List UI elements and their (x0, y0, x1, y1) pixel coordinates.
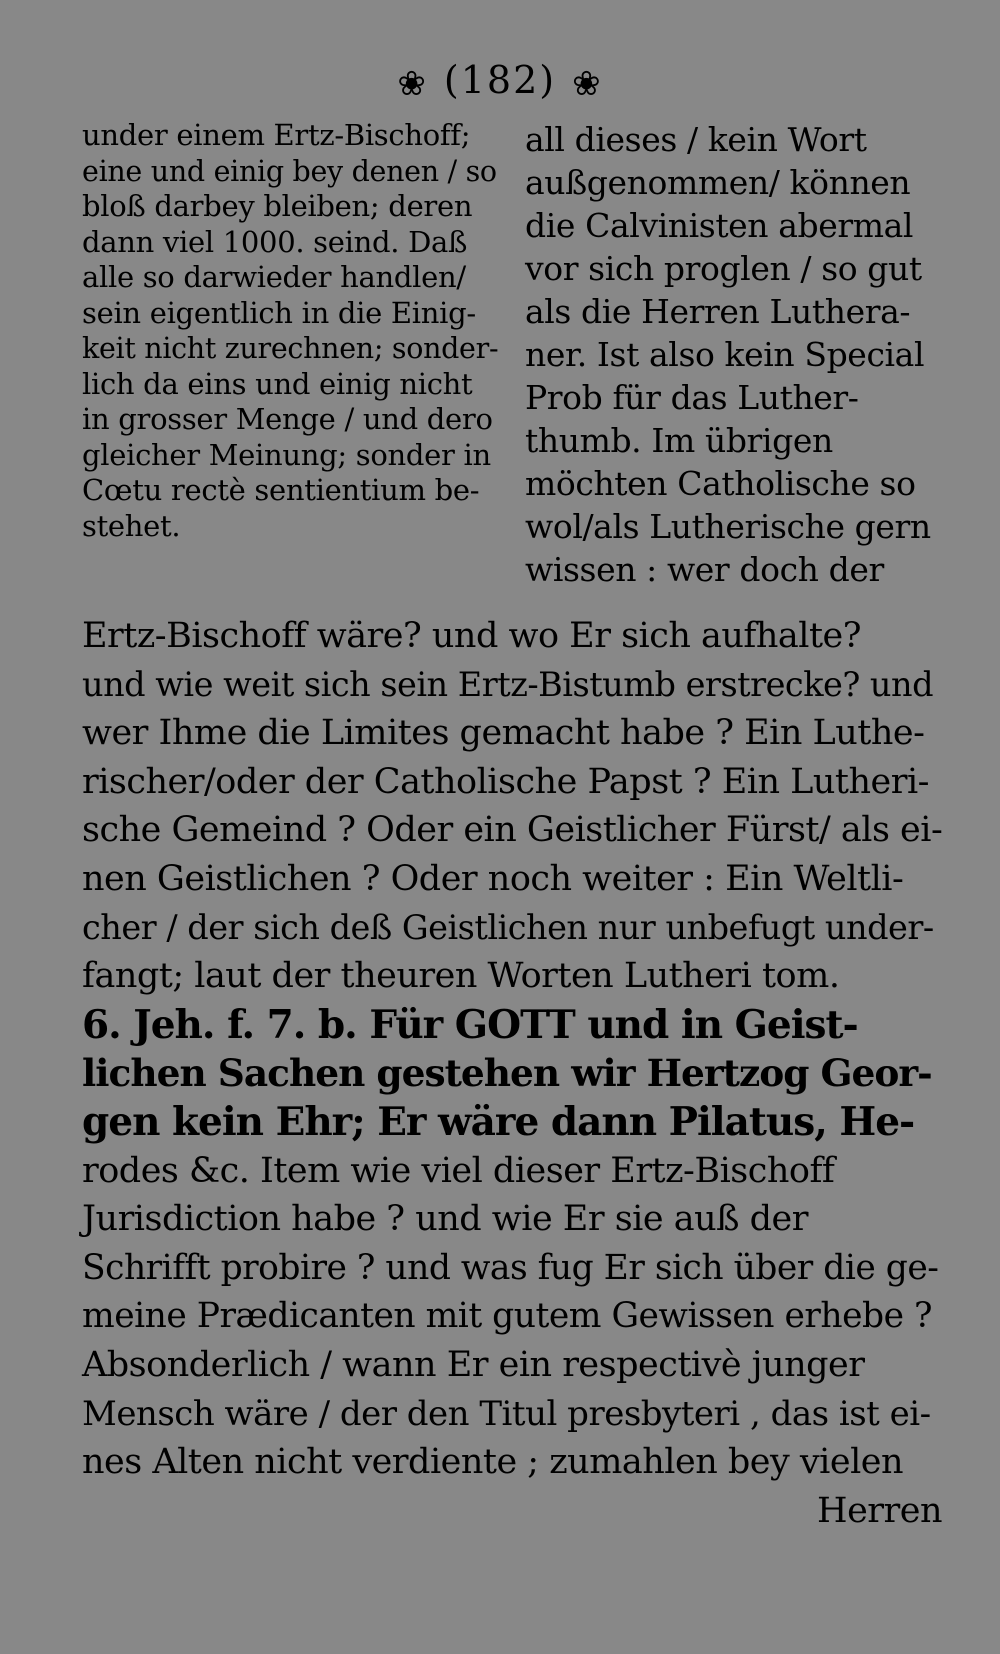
left-column (82, 118, 502, 544)
page-header (0, 58, 1000, 104)
text-line: die Calvinisten abermal (525, 206, 914, 245)
text-line: nen Geistlichen ? Oder noch weiter : Ein Weltli- (82, 858, 904, 899)
text-line: thumb. Im übrigen (525, 421, 833, 460)
text-line: meine Prædicanten mit gutem Gewissen erhebe ? (82, 1296, 933, 1337)
text-line: fangt; laut der theuren Worten Lutheri tom. (82, 956, 840, 997)
text-line: dann viel 1000. seind. Daß (82, 224, 468, 259)
text-line: lichen Sachen gestehen wir Hertzog Geor- (82, 1051, 932, 1096)
text-line: Ertz-Bischoff wäre? und wo Er sich aufhalte? (82, 616, 862, 656)
text-line: wer Ihme die Limites gemacht habe ? Ein Luthe- (82, 713, 925, 754)
text-line: rodes &c. Item wie viel dieser Ertz-Bischoff (82, 1150, 835, 1191)
text-line: all dieses / kein Wort (525, 120, 867, 159)
text-line: außgenommen/ können (525, 163, 911, 202)
text-line: gleicher Meinung; sonder in (82, 437, 491, 472)
body-text (82, 612, 942, 1535)
text-line: Mensch wäre / der den Titul presbyteri , das ist ei- (82, 1393, 931, 1434)
text-line: ner. Ist also kein Special (525, 335, 925, 374)
right-column (525, 118, 937, 591)
text-line: Cœtu rectè sentientium be- (82, 473, 480, 507)
text-line: 6. Jeh. f. 7. b. Für GOTT und in Geist- (82, 1001, 858, 1048)
text-line: gen kein Ehr; Er wäre dann Pilatus, He- (82, 1098, 915, 1145)
page-number: (182) (443, 58, 557, 102)
text-line: eine und einig bey denen / so (82, 154, 497, 188)
text-line: vor sich proglen / so gut (525, 249, 922, 288)
text-line: Schrifft probire ? und was fug Er sich über die ge- (82, 1247, 939, 1288)
text-line: Jurisdiction habe ? und wie Er sie auß der (82, 1199, 808, 1240)
text-line: under einem Ertz-Bischoff; (82, 118, 471, 152)
text-line: alle so darwieder handlen/ (82, 260, 466, 294)
text-line: Prob für das Luther- (525, 378, 859, 417)
text-line: wol/als Lutherische gern (525, 507, 931, 546)
text-line: lich da eins und einig nicht (82, 366, 473, 401)
text-line: Absonderlich / wann Er ein respectivè junger (82, 1344, 865, 1385)
text-line: rischer/oder der Catholische Papst ? Ein Lutheri- (82, 761, 929, 802)
catchword: Herren (817, 1490, 942, 1531)
text-line: und wie weit sich sein Ertz-Bistumb erstrecke? und (82, 664, 934, 704)
text-line: stehet. (82, 508, 181, 543)
text-line: bloß darbey bleiben; deren (82, 189, 473, 223)
text-line: als die Herren Luthera- (525, 292, 911, 331)
text-line: keit nicht zurechnen; sonder- (82, 332, 499, 365)
text-line: wissen : wer doch der (525, 550, 884, 589)
flower-ornament-icon: ❀ (572, 63, 603, 104)
text-line: sein eigentlich in die Einig- (82, 295, 476, 330)
text-line: nes Alten nicht verdiente ; zumahlen bey vielen (82, 1442, 904, 1483)
text-line: möchten Catholische so (525, 464, 916, 503)
flower-ornament-icon: ❀ (397, 63, 428, 104)
text-line: cher / der sich deß Geistlichen nur unbefugt under- (82, 907, 934, 947)
text-line: in grosser Menge / und dero (82, 402, 493, 436)
text-line: sche Gemeind ? Oder ein Geistlicher Fürst/ als ei- (82, 810, 943, 851)
